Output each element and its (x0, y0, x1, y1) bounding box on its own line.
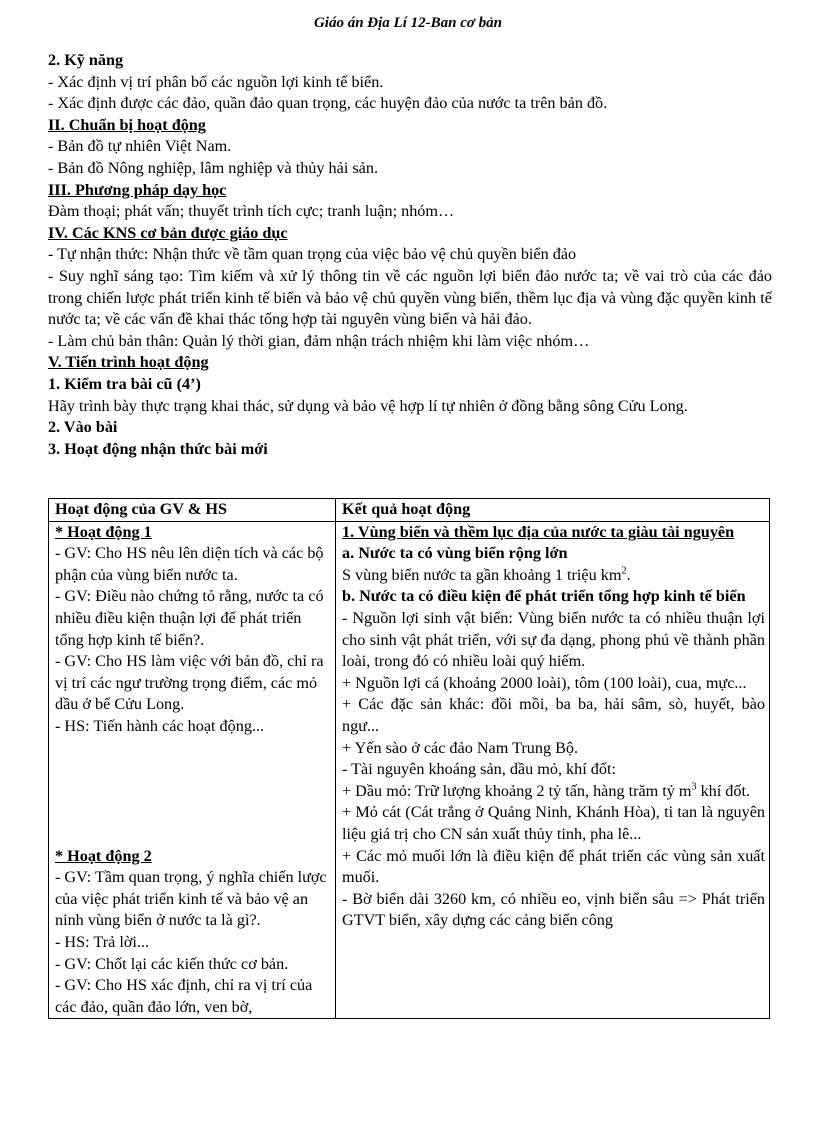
result-line: + Mỏ cát (Cát trắng ở Quảng Ninh, Khánh Hòa), ti tan là nguyên liệu giá trị cho CN sản xuất thủy tinh, pha lê... (342, 803, 765, 843)
preparation-item: - Bản đồ Nông nghiệp, lâm nghiệp và thủy hải sản. (48, 158, 378, 177)
teacher-student-cell (49, 521, 336, 1019)
area-end: . (626, 565, 631, 584)
method-text: Đàm thoại; phát vấn; thuyết trình tích cực; tranh luận; nhóm… (48, 202, 455, 221)
section-process-title: V. Tiến trình hoạt động (48, 353, 209, 372)
section-preparation-title: II. Chuẩn bị hoạt động (48, 115, 206, 134)
result-heading-b: b. Nước ta có điều kiện để phát triển tổng hợp kinh tế biển (342, 587, 746, 606)
activity-1-title: * Hoạt động 1 (55, 522, 152, 541)
result-line: - Nguồn lợi sinh vật biển: Vùng biển nước ta có nhiều thuận lợi cho sinh vật phát triển, với sự đa dạng, phong phú về thành phần loài, trong đó có nhiều loài quý hiếm. (342, 608, 765, 671)
result-line-area (342, 565, 765, 587)
skill-item: - Xác định được các đảo, quần đảo quan trọng, các huyện đảo của nước ta trên bản đồ. (48, 94, 608, 113)
review-title: 1. Kiểm tra bài cũ (4’) (48, 374, 201, 393)
activity-line: - HS: Trả lời... (55, 932, 150, 951)
section-method-title: III. Phương pháp dạy học (48, 180, 227, 199)
result-cell (336, 521, 770, 1019)
result-line: + Nguồn lợi cá (khoảng 2000 loài), tôm (100 loài), cua, mực... (342, 673, 747, 692)
intro-title: 2. Vào bài (48, 418, 118, 437)
result-line: + Các mỏ muối lớn là điều kiện để phát triển các vùng sản xuất muối. (342, 846, 765, 887)
result-heading-1: 1. Vùng biển và thềm lục địa của nước ta giàu tài nguyên (342, 522, 735, 541)
result-line-oil (342, 781, 765, 803)
result-heading-a: a. Nước ta có vùng biển rộng lớn (342, 544, 568, 563)
section-kns-title: IV. Các KNS cơ bản được giáo dục (48, 223, 288, 242)
activity-line: - GV: Cho HS làm việc với bản đồ, chỉ ra vị trí các ngư trường trọng điểm, các mỏ dầu ở bể Cửu Long. (55, 652, 324, 714)
activity-line: - HS: Tiến hành các hoạt động... (55, 716, 265, 735)
kns-item: - Tự nhận thức: Nhận thức về tầm quan trọng của việc bảo vệ chủ quyền biển đảo (48, 245, 577, 264)
activity-line: - GV: Tầm quan trọng, ý nghĩa chiến lược của việc phát triển kinh tế và bảo vệ an ninh vùng biển ở nước ta là gì?. (55, 868, 327, 930)
kns-item: - Suy nghĩ sáng tạo: Tìm kiếm và xử lý thông tin về các nguồn lợi biển đảo nước ta; về vai trò của các đảo trong chiến lược phát triển kinh tế biển và bảo vệ chủ quyền vùng biển, thềm lục địa và vùng đặc quyền kinh tế nước ta; về các vấn đề khai thác tổng hợp tài nguyên vùng biển và hải đảo. (48, 266, 772, 329)
col-teacher-student-header: Hoạt động của GV & HS (49, 499, 336, 522)
area-text: S vùng biển nước ta gần khoảng 1 triệu km (342, 565, 622, 584)
activity-2-title: * Hoạt động 2 (55, 846, 152, 865)
result-line: + Các đặc sản khác: đồi mồi, ba ba, hải sâm, sò, huyết, bào ngư... (342, 695, 765, 735)
table-header-row (49, 499, 770, 522)
col-result-header: Kết quả hoạt động (336, 499, 770, 522)
section-skills-title: 2. Kỹ năng (48, 51, 124, 69)
lesson-body (48, 50, 772, 460)
page-header: Giáo án Địa Lí 12-Ban cơ bản (313, 15, 503, 31)
result-line: - Tài nguyên khoáng sản, dầu mỏ, khí đốt: (342, 760, 616, 779)
oil-unit-exponent: 3 (691, 781, 697, 793)
activity-line: - GV: Cho HS nêu lên diện tích và các bộ phận của vùng biển nước ta. (55, 544, 324, 584)
activity-line: - GV: Cho HS xác định, chỉ ra vị trí của các đảo, quần đảo lớn, ven bờ, (55, 976, 313, 1016)
oil-end: khí đốt. (696, 781, 751, 800)
kns-item: - Làm chủ bản thân: Quản lý thời gian, đảm nhận trách nhiệm khi làm việc nhóm… (48, 331, 590, 350)
activity-line: - GV: Điều nào chứng tỏ rằng, nước ta có nhiều điều kiện thuận lợi để phát triển tổng hợp kinh tế biển?. (55, 587, 324, 649)
activity-table (48, 498, 770, 1019)
area-unit-exponent: 2 (621, 565, 627, 577)
result-line: + Yến sào ở các đảo Nam Trung Bộ. (342, 738, 579, 757)
result-line: - Bờ biển dài 3260 km, có nhiều eo, vịnh biển sâu => Phát triển GTVT biển, xây dựng các cảng biển công (342, 889, 765, 930)
review-text: Hãy trình bày thực trạng khai thác, sử dụng và bảo vệ hợp lí tự nhiên ở đồng bằng sông Cửu Long. (48, 396, 688, 415)
activity-line: - GV: Chốt lại các kiến thức cơ bản. (55, 954, 289, 973)
skill-item: - Xác định vị trí phân bố các nguồn lợi kinh tế biển. (48, 72, 384, 91)
table-row (49, 521, 770, 1019)
new-lesson-title: 3. Hoạt động nhận thức bài mới (48, 439, 268, 458)
cell-spacer (55, 738, 331, 846)
preparation-item: - Bản đồ tự nhiên Việt Nam. (48, 137, 232, 156)
oil-text: + Dầu mỏ: Trữ lượng khoảng 2 tỷ tấn, hàng trăm tỷ m (342, 781, 692, 800)
